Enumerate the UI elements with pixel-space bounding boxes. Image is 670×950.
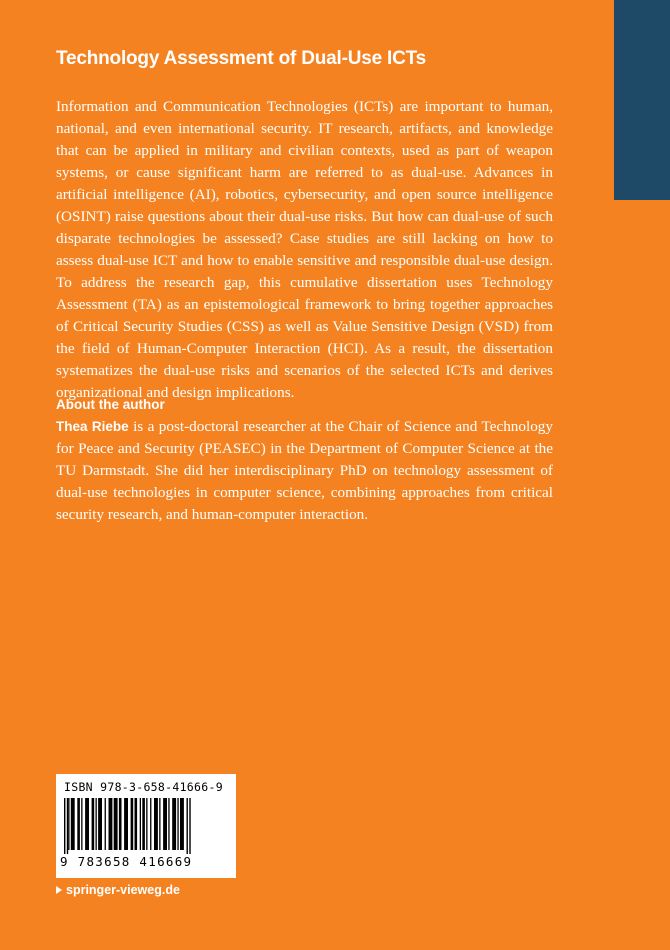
- barcode-bar: [68, 798, 69, 850]
- barcode-bar: [114, 798, 118, 850]
- barcode-bar: [154, 798, 158, 850]
- barcode-bar: [71, 798, 75, 850]
- barcode-bar: [172, 798, 176, 850]
- barcode-bar: [140, 798, 141, 850]
- accent-block: [614, 0, 670, 200]
- barcode-bar: [146, 798, 147, 850]
- barcode-bar: [131, 798, 134, 850]
- barcode-bar: [81, 798, 82, 850]
- barcode-bar: [105, 798, 106, 850]
- barcode-bar: [168, 798, 169, 850]
- author-bio-text: is a post-doctoral researcher at the Chair of Science and Technology for Peace and Security (PEASEC) in the Department of Computer Science at the TU Darmstadt. She did her interdisciplinary PhD on technology assessment of dual-use technologies in computer science, combining approaches from critical security research, and human-computer interaction.: [56, 418, 553, 523]
- publisher-link[interactable]: [56, 883, 180, 897]
- isbn-barcode: [56, 774, 236, 878]
- barcode-bar: [163, 798, 167, 850]
- book-title: Technology Assessment of Dual-Use ICTs: [56, 48, 427, 69]
- barcode-bar: [135, 798, 138, 850]
- barcode-bar: [96, 798, 97, 850]
- barcode-bar: [98, 798, 102, 850]
- barcode-bars: [64, 798, 228, 854]
- barcode-bar: [142, 798, 145, 850]
- barcode-bar: [159, 798, 160, 850]
- barcode-guard-bar: [187, 798, 188, 854]
- barcode-bar: [85, 798, 89, 850]
- barcode-bar: [77, 798, 80, 850]
- barcode-bar: [177, 798, 178, 850]
- barcode-bar: [124, 798, 128, 850]
- barcode-bar: [109, 798, 113, 850]
- book-abstract: Information and Communication Technologies (ICTs) are important to human, national, and even international security. IT research, artifacts, and knowledge that can be applied in military and civilian contexts, used as part of weapon systems, or cause significant harm are referred to as dual-use. Advances in artificial intelligence (AI), robotics, cybersecurity, and open source intelligence (OSINT) raise questions about their dual-use risks. But how can dual-use of such disparate technologies be assessed? Case studies are still lacking on how to assess dual-use ICT and how to enable sensitive and responsible dual-use design. To address the research gap, this cumulative dissertation uses Technology Assessment (TA) as an epistemological framework to bring together approaches of Critical Security Studies (CSS) as well as Value Sensitive Design (VSD) from the field of Human-Computer Interaction (HCI). As a result, the dissertation systematizes the dual-use risks and scenarios of the selected ICTs and derives organizational and design implications.: [56, 98, 553, 401]
- barcode-guard-bar: [189, 798, 190, 854]
- barcode-guard-bar: [64, 798, 65, 854]
- barcode-guard-bar: [67, 798, 68, 854]
- barcode-bar: [150, 798, 151, 850]
- author-bio: [56, 416, 553, 526]
- barcode-bar: [119, 798, 122, 850]
- publisher-website[interactable]: springer-vieweg.de: [66, 883, 180, 897]
- barcode-bar: [180, 798, 184, 850]
- isbn-label: ISBN 978-3-658-41666-9: [64, 780, 223, 794]
- barcode-digits: 9 783658 416669: [60, 854, 193, 869]
- arrow-right-icon: [56, 886, 62, 894]
- author-heading: About the author: [56, 397, 165, 412]
- barcode-bar: [92, 798, 95, 850]
- author-name: Thea Riebe: [56, 419, 129, 434]
